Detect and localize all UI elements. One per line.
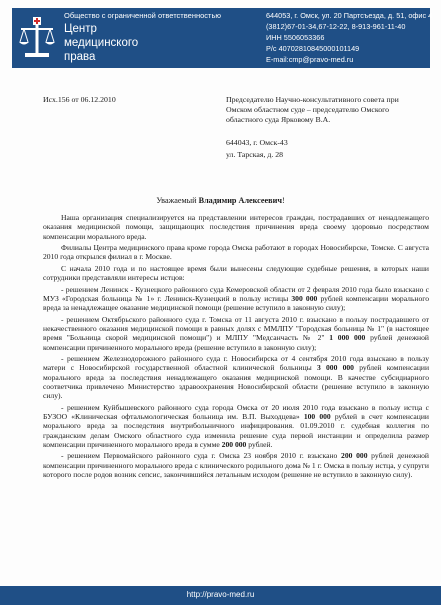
contact-inn: ИНН 5506053366 bbox=[266, 33, 325, 42]
letterhead-org-block bbox=[12, 8, 250, 68]
paragraph-decision-2: - решением Октябрьского районного суда г. Томска от 11 августа 2010 г. взыскано в пользу пострадавшего от некачественного оказания медицинской помощи в равных долях с ММЛПУ "Городская больница № 1" (в настоящее время "Больница скорой медицинской помощи") и МЛПУ "Медсанчасть № 2" 1 000 000 рублей денежной компенсации причиненного морального вреда (решение вступило в законную силу); bbox=[43, 314, 429, 352]
scales-logo-icon bbox=[17, 16, 57, 60]
letterhead-contacts bbox=[250, 8, 433, 68]
letter-body bbox=[43, 213, 429, 482]
contact-phones: (3812)67-01-34,67-12-22, 8-913-961-11-40 bbox=[266, 22, 406, 31]
footer-bar bbox=[0, 586, 441, 605]
paragraph-decisions-intro: С начала 2010 года и по настоящее время были вынесены следующие судебные решения, в которых наши сотрудники представляли интересы истцов: bbox=[43, 263, 429, 283]
org-name-line-1: Центр bbox=[64, 23, 97, 35]
paragraph-decision-5: - решением Первомайского районного суда г. Омска 23 ноября 2010 г. взыскано 200 000 рублей денежной компенсации причиненного морального вреда с клинического родильного дома № 1 г. Омска в пользу истца, у супруги которого после родов возник сепсис, закончившийся летальным исходом (решение не вступило в законную силу). bbox=[43, 451, 429, 480]
greeting bbox=[0, 196, 441, 205]
greeting-suffix: ! bbox=[281, 196, 285, 205]
paragraph-decision-1: - решением Ленинск - Кузнецкого районного суда Кемеровской области от 2 февраля 2010 года было взыскано с МУЗ «Городская больница № 1» г. Ленинск-Кузнецкий в пользу истицы 300 000 рублей компенсации морального вреда за ненадлежащее оказание медицинской помощи (решение вступило в законную силу); bbox=[43, 284, 430, 313]
paragraph-intro: Наша организация специализируется на представлении интересов граждан, пострадавших от ненадлежащего оказания медицинской помощи, защищающих последствия причинения вреда своему здоровью посредством компенсации морального вреда. bbox=[43, 213, 429, 241]
paragraph-decision-4: - решением Куйбышевского районного суда города Омска от 20 июля 2010 года взыскано в пользу истца с БУЗОО «Клиническая офтальмологическая больница им. В.П. Выходцева» 100 000 рублей в счет компенсации морального вреда за последствия внутрибольничного инфицирования. 01.09.2010 г. судебная коллегия по гражданским делам Омского областного суда изменила решение суда первой инстанции и определила размер компенсации причиненного морального вреда в сумме 200 000 рублей. bbox=[43, 402, 429, 449]
address-line-2: ул. Тарская, д. 28 bbox=[226, 150, 284, 159]
paragraph-decision-3: - решением Железнодорожного районного суда г. Новосибирска от 4 сентября 2010 года взыскано в пользу матери с Новосибирской государственной областной клинической больницы 3 000 000 рублей компенсации морального вреда за последствия ненадлежащего оказания медицинской помощи. В качестве субсидиарного соответчика привлечено Министерство здравоохранения Новосибирской области (решение вступило в законную силу). bbox=[43, 354, 430, 401]
letterhead bbox=[12, 8, 433, 68]
contact-account: Р/с 40702810845000101149 bbox=[266, 44, 360, 53]
contact-address: 644053, г. Омск, ул. 20 Партсъезда, д. 51, офис 4 bbox=[266, 11, 433, 20]
org-type: Общество с ограниченной ответственностью bbox=[64, 11, 221, 20]
contact-email: E-mail:cmp@pravo-med.ru bbox=[266, 55, 354, 64]
address-line-1: 644043, г. Омск-43 bbox=[226, 138, 288, 147]
org-name-line-2: медицинского bbox=[64, 37, 139, 49]
paragraph-branches: Филиалы Центра медицинского права кроме города Омска работают в городах Новосибирске, Томске. С августа 2010 года открылся филиал в г. Москве. bbox=[43, 243, 429, 262]
addressee: Председателю Научно-консультативного совета при Омском областном суде – председателю Омского областного суда Ярковому В.А. bbox=[226, 95, 399, 124]
org-name-line-3: права bbox=[64, 51, 96, 63]
greeting-name: Владимир Алексеевич bbox=[198, 196, 282, 205]
footer-website-link[interactable]: http://pravo-med.ru bbox=[186, 590, 255, 599]
greeting-prefix: Уважаемый bbox=[156, 196, 199, 205]
outgoing-reference: Исх.156 от 06.12.2010 bbox=[43, 95, 116, 104]
